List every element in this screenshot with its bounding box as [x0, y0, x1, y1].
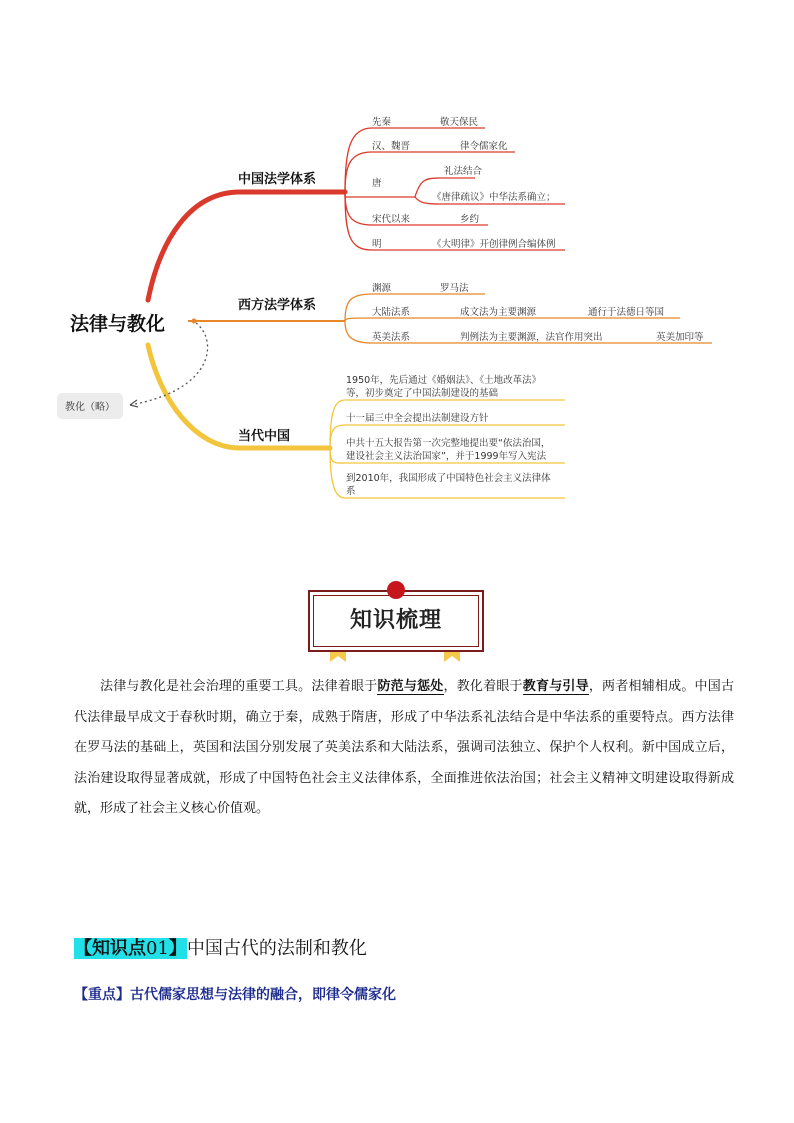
- kp-number: 01: [146, 938, 169, 959]
- kp-bracket-open: 【知识点: [74, 938, 146, 959]
- para-emphasis-1: 防范与惩处: [377, 679, 444, 694]
- side-note-label: 教化（略）: [65, 402, 115, 413]
- branch-western-label: 西方法学体系: [238, 298, 317, 313]
- side-note-connector: [130, 323, 208, 405]
- node-continental-detail: 成文法为主要渊源: [460, 307, 537, 318]
- node-anglo-detail: 判例法为主要渊源，法官作用突出: [460, 332, 603, 343]
- para-text-3: ，两者相辅相成。中国古代法律最早成文于春秋时期，确立于秦，成熟于隋唐，形成了中华法系礼法结合是中华法系的重要特点。西方法律在罗马法的基础上，英国和法国分别发展了英美法系和大陆法系，强调司法独立、保护个人权利。新中国成立后，法治建设取得显著成就，形成了中国特色社会主义法律体系，全面推进依法治国；社会主义精神文明建设取得新成就，形成了社会主义核心价值观。: [74, 679, 734, 816]
- para-emphasis-2: 教育与引导: [522, 679, 589, 694]
- node-modern-4b: 系: [346, 486, 356, 497]
- mindmap-root: 法律与教化: [70, 313, 166, 335]
- branch-modern-label: 当代中国: [238, 429, 291, 444]
- node-pre-qin: 先秦: [372, 117, 392, 128]
- kp-title: 中国古代的法制和教化: [186, 938, 367, 959]
- node-modern-2: 十一届三中全会提出法制建设方针: [346, 413, 489, 424]
- node-tang-detail-2: 《唐律疏议》中华法系确立；: [432, 192, 556, 203]
- para-text-2: ，教化着眼于: [443, 679, 523, 694]
- banner-dot-icon: [387, 581, 405, 599]
- node-continental-extra: 通行于法德日等国: [588, 307, 665, 318]
- node-ming: 明: [372, 239, 382, 250]
- node-modern-4a: 到2010年，我国形成了中国特色社会主义法律体: [346, 473, 551, 484]
- node-anglo: 英美法系: [372, 332, 411, 343]
- node-ming-detail: 《大明律》开创律例合编体例: [432, 239, 556, 250]
- node-modern-1b: 等，初步奠定了中国法制建设的基础: [346, 388, 499, 399]
- branch-chinese-label: 中国法学体系: [238, 172, 317, 187]
- node-modern-3b: 建设社会主义法治国家”，并于1999年写入宪法: [346, 451, 547, 462]
- section-banner: [308, 590, 484, 652]
- kp-bracket-close: 】: [168, 938, 187, 959]
- node-song-detail: 乡约: [460, 214, 480, 225]
- banner-title: 知识梳理: [349, 608, 442, 633]
- summary-paragraph: [74, 672, 734, 825]
- knowledge-point-heading: [74, 934, 367, 960]
- node-han-wei: 汉、魏晋: [372, 141, 411, 152]
- node-anglo-extra: 英美加印等: [656, 332, 704, 343]
- key-note: 【重点】古代儒家思想与法律的融合，即律令儒家化: [74, 987, 396, 1003]
- node-origin-detail: 罗马法: [440, 283, 469, 294]
- node-tang-detail-1: 礼法结合: [444, 166, 483, 177]
- node-pre-qin-detail: 敬天保民: [440, 117, 479, 128]
- node-origin: 渊源: [372, 283, 392, 294]
- mind-map: [0, 0, 794, 560]
- node-modern-1a: 1950年，先后通过《婚姻法》、《土地改革法》: [346, 375, 542, 386]
- node-tang: 唐: [372, 178, 382, 189]
- node-han-wei-detail: 律令儒家化: [460, 141, 508, 152]
- node-modern-3a: 中共十五大报告第一次完整地提出要“依法治国，: [346, 438, 551, 449]
- branch-line-chinese: [148, 192, 345, 300]
- para-text-1: 法律与教化是社会治理的重要工具。法律着眼于: [100, 679, 378, 694]
- node-continental: 大陆法系: [372, 307, 411, 318]
- node-song: 宋代以来: [372, 214, 411, 225]
